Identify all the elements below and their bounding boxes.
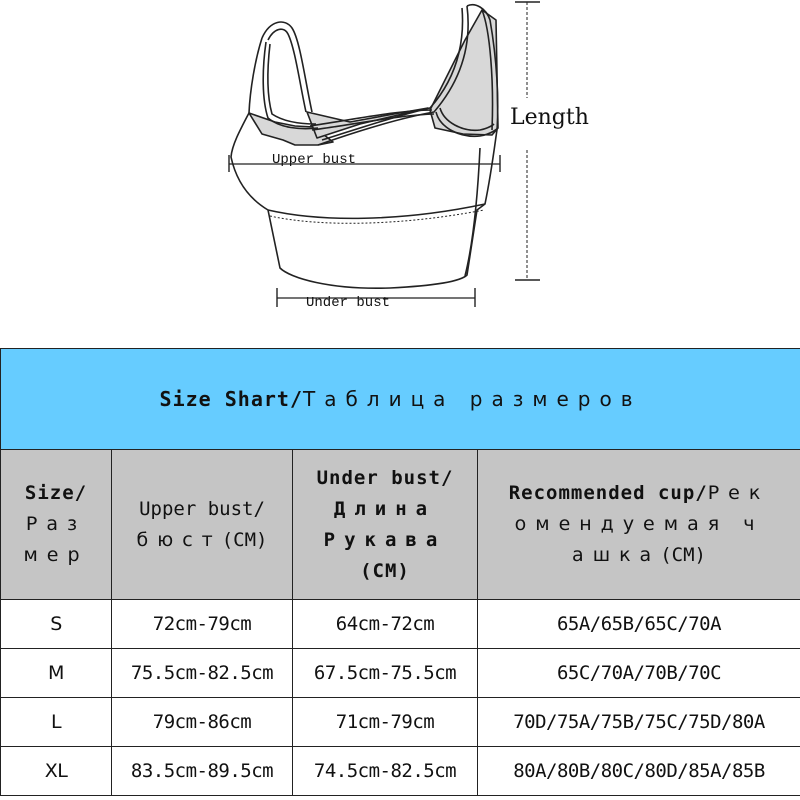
upper-bust-cell: 83.5cm-89.5cm bbox=[112, 747, 293, 796]
header-recommended-cup: Recommended cup/Рек омендуемая ч ашка(CM) bbox=[478, 450, 800, 600]
size-cell: M bbox=[1, 649, 112, 698]
table-row bbox=[1, 600, 800, 649]
under-bust-label: Under bust bbox=[306, 295, 391, 311]
under-bust-cell: 64cm-72cm bbox=[293, 600, 478, 649]
header-upper-bust: Upper bust/ бюст(CM) bbox=[112, 450, 293, 600]
size-chart-title-row bbox=[1, 349, 800, 450]
size-chart bbox=[0, 348, 800, 800]
size-cell: XL bbox=[1, 747, 112, 796]
under-bust-cell: 67.5cm-75.5cm bbox=[293, 649, 478, 698]
table-row bbox=[1, 747, 800, 796]
size-cell: L bbox=[1, 698, 112, 747]
cup-cell: 70D/75A/75B/75C/75D/80A bbox=[478, 698, 800, 747]
cup-cell: 80A/80B/80C/80D/85A/85B bbox=[478, 747, 800, 796]
cup-cell: 65C/70A/70B/70C bbox=[478, 649, 800, 698]
table-row bbox=[1, 698, 800, 747]
size-chart-title bbox=[1, 349, 800, 450]
size-chart-table bbox=[0, 348, 800, 796]
length-label: Length bbox=[510, 105, 589, 130]
garment-diagram bbox=[0, 0, 800, 340]
table-row bbox=[1, 649, 800, 698]
upper-bust-cell: 72cm-79cm bbox=[112, 600, 293, 649]
sports-bra-illustration-icon bbox=[0, 0, 800, 340]
size-chart-title-ru: Таблица размеров bbox=[302, 387, 642, 411]
header-size: Size/ Раз мер bbox=[1, 450, 112, 600]
upper-bust-label: Upper bust bbox=[272, 152, 357, 168]
upper-bust-cell: 79cm-86cm bbox=[112, 698, 293, 747]
under-bust-cell: 71cm-79cm bbox=[293, 698, 478, 747]
cup-cell: 65A/65B/65C/70A bbox=[478, 600, 800, 649]
size-chart-header-row bbox=[1, 450, 800, 600]
header-under-bust: Under bust/ Длина Рукава (CM) bbox=[293, 450, 478, 600]
size-chart-title-en: Size Shart/ bbox=[159, 387, 303, 411]
size-cell: S bbox=[1, 600, 112, 649]
under-bust-cell: 74.5cm-82.5cm bbox=[293, 747, 478, 796]
upper-bust-cell: 75.5cm-82.5cm bbox=[112, 649, 293, 698]
